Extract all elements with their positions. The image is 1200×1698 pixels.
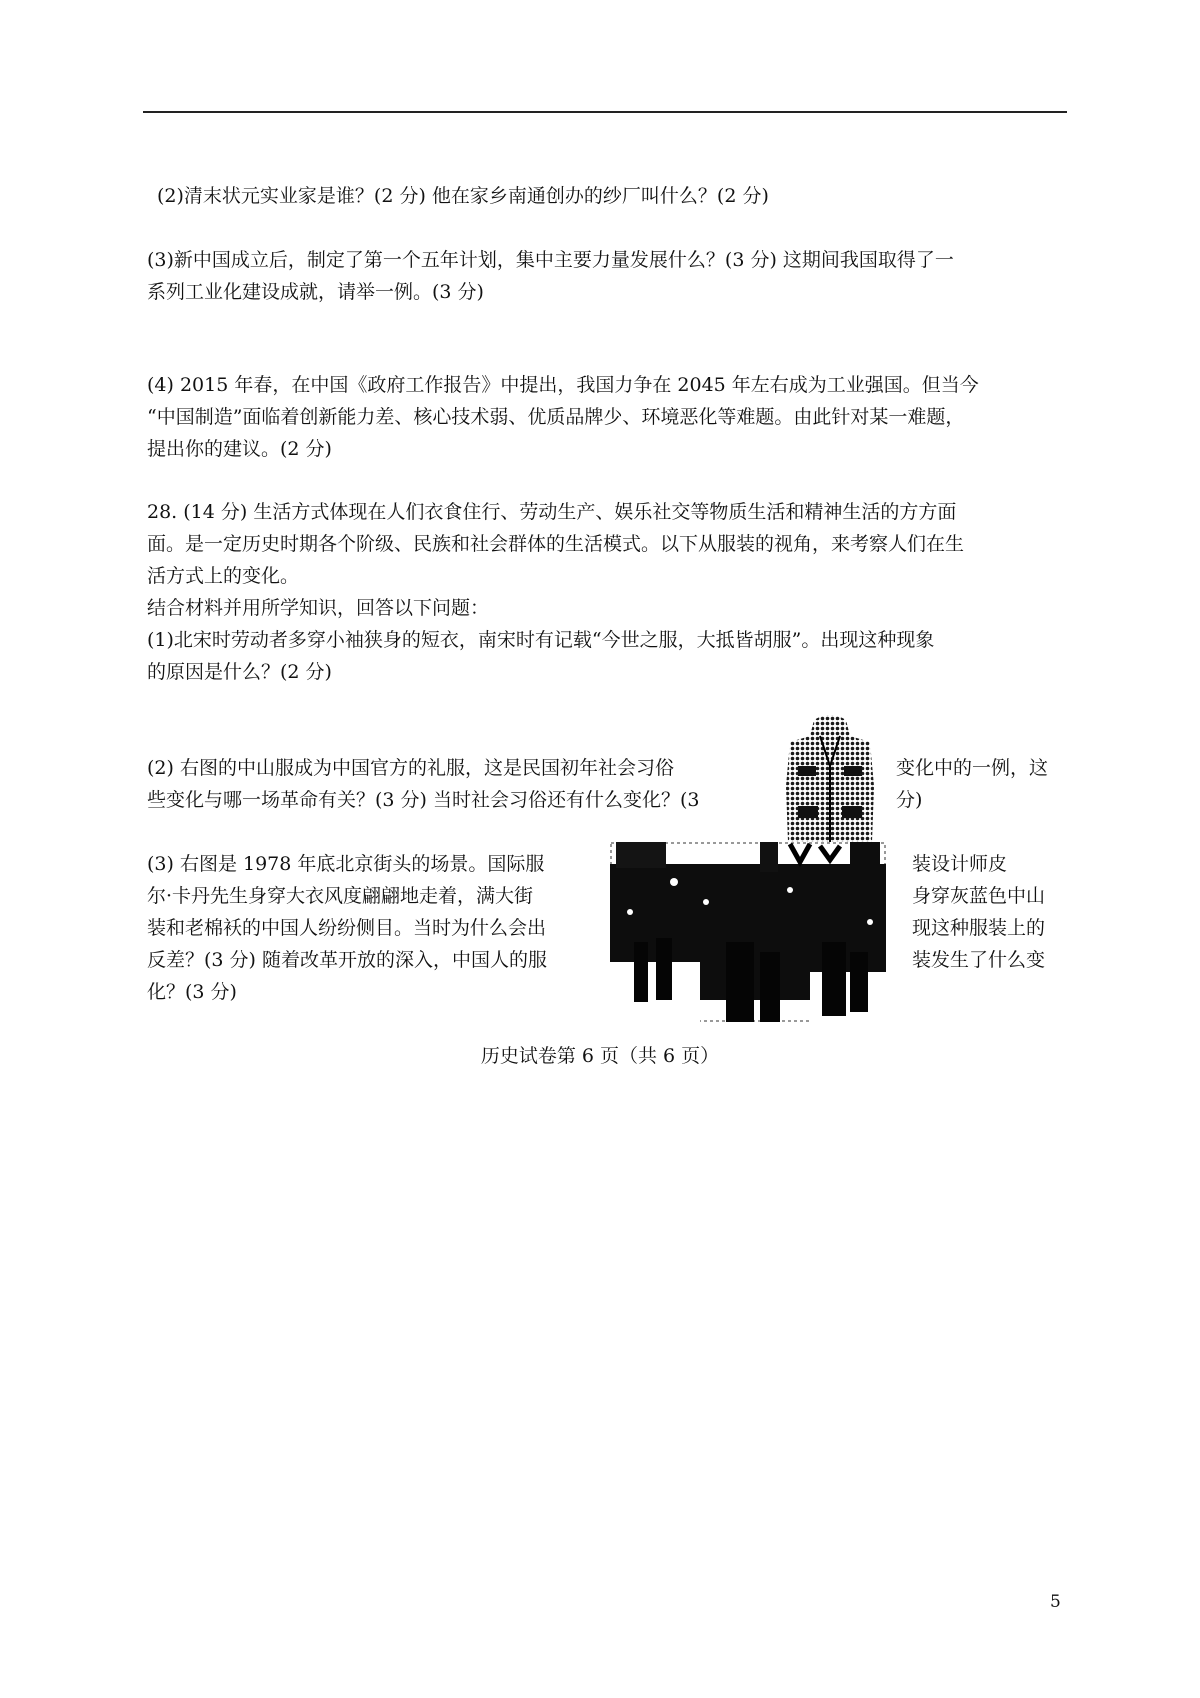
q27-part4-line2: “中国制造”面临着创新能力差、核心技术弱、优质品牌少、环境恶化等难题。由此针对某一难题， bbox=[147, 406, 965, 428]
q28-sub3-line4-left: 反差？(3 分) 随着改革开放的深入，中国人的服 bbox=[147, 949, 547, 971]
q28-sub3-line1-right: 装设计师皮 bbox=[912, 853, 1008, 875]
q28-sub3-line3-right: 现这种服装上的 bbox=[912, 917, 1046, 939]
q28-sub2-line2-right: 分) bbox=[896, 789, 923, 811]
q28-sub3-line5-left: 化？(3 分) bbox=[147, 981, 237, 1003]
zhongshan-suit-image bbox=[780, 706, 880, 842]
q28-sub2-line1-left: (2) 右图的中山服成为中国官方的礼服，这是民国初年社会习俗 bbox=[147, 757, 674, 779]
q28-sub2-line1-right: 变化中的一例，这 bbox=[896, 757, 1049, 779]
q27-part3-line1: (3)新中国成立后，制定了第一个五年计划，集中主要力量发展什么？(3 分) 这期间我国取得了一 bbox=[147, 249, 954, 271]
q28-sub1-line2: 的原因是什么？(2 分) bbox=[147, 661, 332, 683]
q28-intro-line2: 面。是一定历史时期各个阶级、民族和社会群体的生活模式。以下从服装的视角，来考察人们在生 bbox=[147, 533, 965, 555]
q27-part4-line3: 提出你的建议。(2 分) bbox=[147, 438, 332, 460]
q28-sub2-line2-left: 些变化与哪一场革命有关？(3 分) 当时社会习俗还有什么变化？(3 bbox=[147, 789, 700, 811]
q28-intro-line1: 28. (14 分) 生活方式体现在人们衣食住行、劳动生产、娱乐社交等物质生活和精神生活的方方面 bbox=[147, 501, 957, 523]
header-rule bbox=[143, 111, 1067, 113]
q28-sub3-line3-left: 装和老棉袄的中国人纷纷侧目。当时为什么会出 bbox=[147, 917, 547, 939]
q28-sub3-line2-left: 尔·卡丹先生身穿大衣风度翩翩地走着，满大街 bbox=[147, 885, 534, 907]
q28-intro-line3: 活方式上的变化。 bbox=[147, 565, 300, 587]
q28-sub3-line2-right: 身穿灰蓝色中山 bbox=[912, 885, 1046, 907]
q27-part4-line1: (4) 2015 年春，在中国《政府工作报告》中提出，我国力争在 2045 年左右成为工业强国。但当今 bbox=[147, 374, 979, 396]
q27-part3-line2: 系列工业化建设成就，请举一例。(3 分) bbox=[147, 281, 484, 303]
q28-sub1-line1: (1)北宋时劳动者多穿小袖狭身的短衣，南宋时有记载“今世之服，大抵皆胡服”。出现这种现象 bbox=[147, 629, 935, 651]
page-number: 5 bbox=[1050, 1592, 1061, 1612]
q28-sub3-line4-right: 装发生了什么变 bbox=[912, 949, 1046, 971]
page-footer: 历史试卷第 6 页（共 6 页） bbox=[480, 1045, 720, 1067]
q28-instruction: 结合材料并用所学知识，回答以下问题： bbox=[147, 597, 490, 619]
beijing-street-image bbox=[610, 842, 886, 1022]
q27-part2: (2)清末状元实业家是谁？(2 分) 他在家乡南通创办的纱厂叫什么？(2 分) bbox=[157, 185, 769, 207]
q28-sub3-line1-left: (3) 右图是 1978 年底北京街头的场景。国际服 bbox=[147, 853, 545, 875]
